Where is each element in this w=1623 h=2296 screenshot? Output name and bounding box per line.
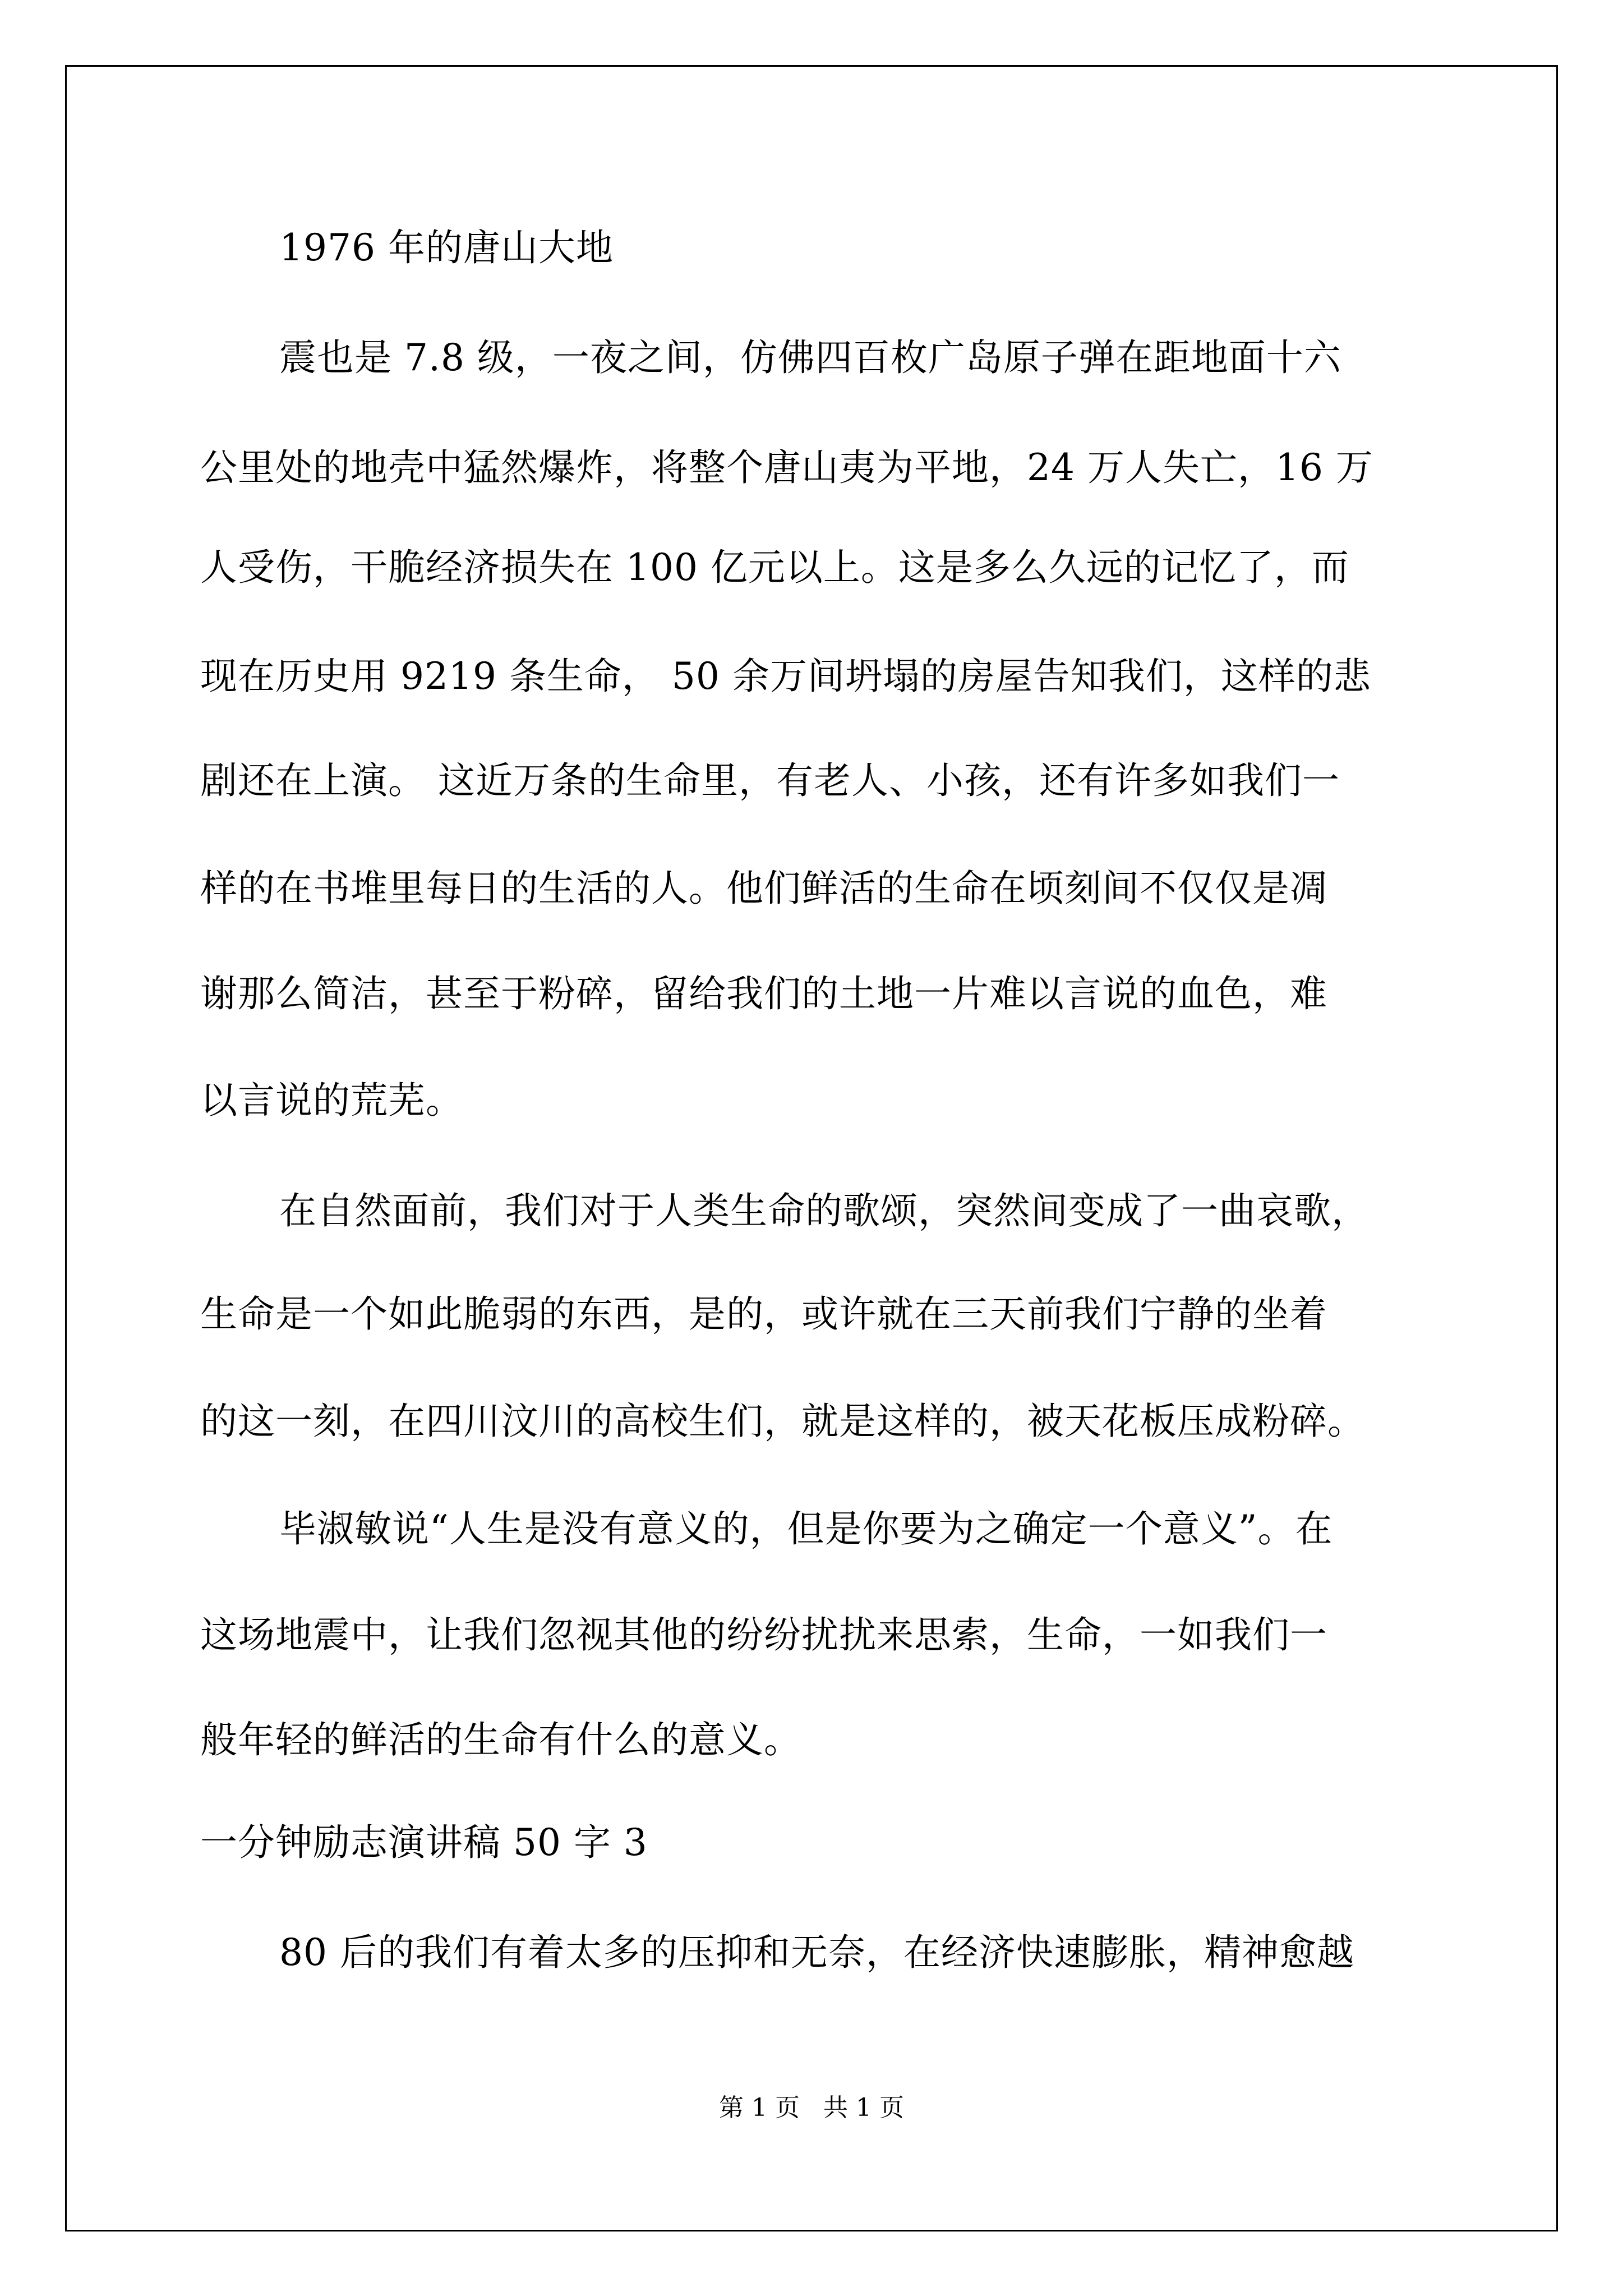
section-heading: 一分钟励志演讲稿 50 字 3: [200, 1821, 648, 1864]
text-line: 样的在书堆里每日的生活的人。他们鲜活的生命在顷刻间不仅仅是凋: [200, 867, 1327, 910]
text-line: 现在历史用 9219 条生命， 50 余万间坍塌的房屋告知我们，这样的悲: [200, 655, 1371, 698]
page-footer: 第 1 页 共 1 页: [719, 2093, 904, 2122]
text-line: 在自然面前，我们对于人类生命的歌颂，突然间变成了一曲哀歌，: [279, 1189, 1369, 1232]
text-line: 1976 年的唐山大地: [279, 226, 614, 269]
text-line: 80 后的我们有着太多的压抑和无奈，在经济快速膨胀，精神愈越: [279, 1931, 1354, 1974]
text-line: 这场地震中，让我们忽视其他的纷纷扰扰来思索，生命，一如我们一: [200, 1613, 1327, 1657]
text-line: 般年轻的鲜活的生命有什么的意义。: [200, 1718, 801, 1761]
text-line: 毕淑敏说“人生是没有意义的，但是你要为之确定一个意义”。在: [279, 1507, 1333, 1550]
text-line: 剧还在上演。 这近万条的生命里，有老人、小孩，还有许多如我们一: [200, 759, 1340, 802]
page-border: [65, 65, 1558, 2231]
text-line: 谢那么简洁，甚至于粉碎，留给我们的土地一片难以言说的血色，难: [200, 972, 1327, 1015]
text-line: 公里处的地壳中猛然爆炸，将整个唐山夷为平地，24 万人失亡，16 万: [200, 446, 1373, 489]
text-line: 生命是一个如此脆弱的东西，是的，或许就在三天前我们宁静的坐着: [200, 1292, 1327, 1336]
text-line: 震也是 7.8 级，一夜之间，仿佛四百枚广岛原子弹在距地面十六: [279, 336, 1341, 379]
text-line: 的这一刻，在四川汶川的高校生们，就是这样的，被天花板压成粉碎。: [200, 1400, 1365, 1443]
text-line: 人受伤，干脆经济损失在 100 亿元以上。这是多么久远的记忆了，而: [200, 546, 1349, 589]
text-line: 以言说的荒芜。: [200, 1079, 463, 1122]
